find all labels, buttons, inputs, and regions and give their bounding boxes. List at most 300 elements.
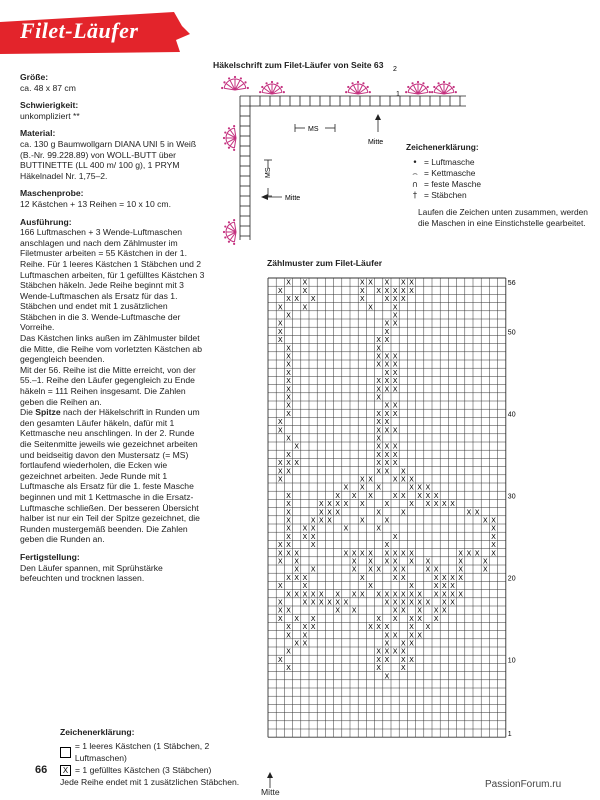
filled-cell-mark: X (302, 532, 308, 541)
execution-text-4 (20, 407, 206, 545)
filled-cell-mark: X (384, 295, 390, 304)
filled-cell-mark: X (392, 368, 398, 377)
filled-cell-mark: X (400, 295, 406, 304)
filled-cell-mark: X (286, 508, 291, 517)
filled-cell-mark: X (368, 303, 373, 312)
filled-cell-mark: X (294, 639, 300, 648)
row-number-label: 50 (507, 329, 516, 337)
row-number-label: 56 (507, 280, 516, 288)
filled-cell-mark: X (368, 278, 373, 287)
filled-cell-mark: X (384, 409, 390, 418)
round-1-label: 1 (396, 91, 400, 98)
filled-cell-mark: X (286, 631, 291, 640)
filled-cell-mark: X (277, 541, 283, 550)
filled-cell-mark: X (417, 590, 423, 599)
filled-cell-mark: X (384, 442, 390, 451)
slip-stitch-icon: ⌢ (412, 168, 418, 178)
mitte-label-side: Mitte (285, 195, 301, 202)
filled-cell-mark: X (384, 327, 390, 336)
watermark: PassionForum.ru (485, 779, 562, 790)
filled-cell-mark: X (376, 286, 382, 295)
filled-cell-mark: X (392, 352, 398, 361)
symbol-single (406, 179, 591, 190)
filled-cell-mark: X (384, 623, 390, 632)
filled-cell-mark: X (376, 459, 382, 468)
filled-cell-mark: X (286, 491, 291, 500)
filled-cell-mark: X (286, 450, 291, 459)
filled-cell-mark: X (441, 582, 447, 591)
filled-cell-mark: X (384, 541, 390, 550)
gauge-heading: Maschenprobe: (20, 188, 84, 199)
filled-cell-mark: X (417, 491, 423, 500)
filled-cell-mark: X (384, 467, 390, 476)
row-number-label: 10 (507, 657, 516, 665)
filled-cell-mark: X (441, 598, 447, 607)
filled-cell-mark: X (286, 368, 291, 377)
filled-cell-mark: X (302, 631, 308, 640)
symbol-slip (406, 168, 591, 179)
filled-cell-mark: X (450, 582, 455, 591)
filled-cell-mark: X (441, 500, 447, 509)
filled-cell-mark: X (417, 483, 423, 492)
filled-cell-mark: X (392, 311, 398, 320)
filled-cell-mark: X (384, 377, 390, 386)
filled-cell-mark: X (376, 483, 382, 492)
filled-cell-mark: X (400, 573, 406, 582)
filled-cell-mark: X (458, 549, 464, 558)
filled-cell-mark: X (351, 491, 357, 500)
filled-cell-mark: X (384, 639, 390, 648)
filled-cell-mark: X (376, 344, 382, 353)
filled-cell-mark: X (318, 598, 324, 607)
filled-cell-mark: X (392, 426, 398, 435)
filled-cell-mark: X (384, 336, 390, 345)
filled-cell-mark: X (294, 549, 300, 558)
filled-cell-mark: X (376, 426, 382, 435)
filled-cell-mark: X (409, 286, 414, 295)
filled-cell-mark: X (277, 475, 283, 484)
filled-cell-mark: X (425, 623, 431, 632)
filled-cell-mark: X (327, 500, 332, 509)
filled-cell-mark: X (286, 532, 291, 541)
filled-cell-mark: X (384, 450, 390, 459)
filled-cell-mark: X (359, 286, 365, 295)
filled-cell-mark: X (384, 647, 390, 656)
filled-cell-mark: X (368, 565, 373, 574)
filled-cell-mark: X (286, 606, 291, 615)
filled-cell-mark: X (376, 352, 382, 361)
filled-cell-mark: X (376, 590, 382, 599)
size-heading: Größe: (20, 72, 49, 82)
filled-cell-mark: X (277, 614, 283, 623)
filled-cell-mark: X (318, 590, 324, 599)
filled-cell-mark: X (433, 573, 439, 582)
execution-text-3: Mit der 56. Reihe ist die Mitte erreicht, von der 55.–1. Reihe den Läufer gegengleich zu Ende häkeln = 111 Reihen insgesamt. Die Zahlen geben die Reihen an. (20, 364, 196, 407)
filled-cell-mark: X (400, 467, 406, 476)
filled-cell-mark: X (302, 278, 308, 287)
gauge-text: 12 Kästchen + 13 Reihen = 10 x 10 cm. (20, 198, 171, 209)
filled-cell-mark: X (392, 549, 398, 558)
filled-cell-mark: X (400, 508, 406, 517)
filled-cell-mark: X (417, 614, 423, 623)
filled-cell-mark: X (286, 467, 291, 476)
chart-caption: Zählmuster zum Filet-Läufer (267, 258, 383, 268)
symbol-double (406, 190, 591, 201)
filled-cell-mark: X (277, 426, 283, 435)
filled-cell-mark: X (351, 549, 357, 558)
mitte-label-top: Mitte (368, 139, 384, 146)
filled-cell-mark: X (409, 549, 414, 558)
filled-cell-mark: X (376, 393, 382, 402)
filled-cell-mark: X (368, 491, 373, 500)
filled-cell-mark: X (409, 598, 414, 607)
filled-cell-mark: X (310, 565, 316, 574)
filled-cell-mark: X (302, 639, 308, 648)
filled-cell-mark: X (335, 606, 341, 615)
symbol-legend-heading: Zeichenerklärung: (406, 142, 479, 152)
filled-cell-mark: X (277, 303, 283, 312)
filled-cell-mark: X (392, 450, 398, 459)
filled-cell-mark: X (286, 549, 291, 558)
filled-cell-mark: X (392, 598, 398, 607)
filled-cell-mark: X (409, 500, 414, 509)
filled-cell-mark: X (286, 500, 291, 509)
filled-cell-mark: X (433, 606, 439, 615)
filled-cell-mark: X (286, 623, 291, 632)
filled-cell-mark: X (433, 491, 439, 500)
mitte-arrow-icon (265, 772, 275, 788)
filled-cell-mark: X (384, 401, 390, 410)
filled-cell-mark: X (425, 598, 431, 607)
filled-cell-mark: X (294, 295, 300, 304)
filled-cell-mark: X (392, 590, 398, 599)
filled-cell-mark: X (277, 327, 283, 336)
filled-cell-mark: X (400, 475, 406, 484)
filled-cell-mark: X (384, 360, 390, 369)
filled-cell-mark: X (384, 459, 390, 468)
single-crochet-icon: ∩ (411, 179, 419, 189)
filled-cell-mark: X (318, 500, 324, 509)
filled-cell-mark: X (286, 360, 291, 369)
filled-cell-mark: X (458, 573, 464, 582)
filled-cell-mark: X (392, 303, 398, 312)
slip-stitch-label: = Kettmasche (424, 168, 476, 178)
filled-cell-mark: X (450, 590, 455, 599)
filled-cell-mark: X (286, 524, 291, 533)
filled-cell-mark: X (392, 491, 398, 500)
filled-cell-mark: X (384, 418, 390, 427)
filled-cell-mark: X (409, 483, 414, 492)
filled-cell-mark: X (343, 483, 349, 492)
row-number-label: 30 (507, 493, 516, 501)
filled-cell-mark: X (277, 286, 283, 295)
filled-cell-mark: X (433, 590, 439, 599)
filled-cell-mark: X (302, 590, 308, 599)
filled-cell-mark: X (286, 385, 291, 394)
filled-cell-mark: X (327, 598, 332, 607)
filled-cell-mark: X (310, 598, 316, 607)
execution-heading: Ausführung: (20, 216, 72, 227)
filled-cell-mark: X (286, 393, 291, 402)
filled-cell-mark: X (409, 475, 414, 484)
filled-cell-mark: X (376, 647, 382, 656)
filled-cell-mark: X (368, 623, 373, 632)
filled-cell-mark: X (433, 582, 439, 591)
filled-cell-mark: X (384, 426, 390, 435)
filled-cell-mark: X (310, 532, 316, 541)
filled-cell-mark: X (400, 639, 406, 648)
filled-cell-mark: X (343, 598, 349, 607)
filled-cell-mark: X (302, 582, 308, 591)
filled-cell-mark: X (392, 606, 398, 615)
filled-cell-mark: X (359, 516, 365, 525)
filled-cell-mark: X (327, 508, 332, 517)
filled-cell-mark: X (302, 524, 308, 533)
filled-cell-mark: X (277, 557, 283, 566)
crochet-caption: Häkelschrift zum Filet-Läufer von Seite 63 (213, 60, 384, 70)
filled-cell-mark: X (277, 655, 283, 664)
filled-cell-mark: X (335, 500, 341, 509)
filled-cell-mark: X (343, 524, 349, 533)
filled-cell-mark: X (392, 573, 398, 582)
filled-cell-mark: X (359, 590, 365, 599)
filled-cell-mark: X (286, 377, 291, 386)
filled-cell-mark: X (400, 655, 406, 664)
filled-cell-mark: X (482, 557, 488, 566)
filled-cell-mark: X (425, 483, 431, 492)
filled-cell-mark: X (335, 508, 341, 517)
filled-cell-mark: X (310, 295, 316, 304)
filled-cell-mark: X (384, 631, 390, 640)
filled-cell-mark: X (482, 516, 488, 525)
filled-cell-mark: X (392, 631, 398, 640)
filled-cell-mark: X (376, 336, 382, 345)
execution-text-1: 166 Luftmaschen + 3 Wende-Luftmaschen anschlagen und nach dem Zählmuster im Filetmuster arbeiten = 55 Kästchen in der 1. Reihe. Für 1 leeres Kästchen 1 Stäbchen und 2 Luftmaschen arbeiten, für 1 gefülltes Kästchen 3 Stäbchen häkeln. Jede Reihe beginnt mit 3 Wende-Luftmaschen als Ersatz für das 1. Stäbchen und endet mit 1 zusätzlichen Stäbchen in die 3. Wende-Luftmasche der Vorreihe. (20, 227, 205, 333)
filled-cell-mark: X (441, 590, 447, 599)
filled-cell-mark: X (277, 549, 283, 558)
filled-cell-mark: X (409, 278, 414, 287)
ms-label-side: MS (265, 167, 272, 178)
filled-cell-mark: X (409, 623, 414, 632)
filled-cell-mark: X (384, 368, 390, 377)
filled-cell-mark: X (286, 295, 291, 304)
filled-cell-mark: X (417, 606, 423, 615)
filled-cell-mark: X (376, 385, 382, 394)
filled-cell-mark: X (409, 590, 414, 599)
filled-cell-mark: X (466, 508, 472, 517)
filled-cell-mark: X (286, 541, 291, 550)
filled-cell-mark: X (409, 639, 414, 648)
filled-cell-mark: X (458, 565, 464, 574)
ms-label-top: MS (308, 126, 319, 133)
filled-cell-mark: X (400, 647, 406, 656)
filled-cell-mark: X (400, 664, 406, 673)
filled-cell-mark: X (400, 598, 406, 607)
filled-cell-mark: X (286, 409, 291, 418)
filled-cell-mark: X (294, 565, 300, 574)
filled-cell-mark: X (302, 303, 308, 312)
page-number: 66 (35, 764, 48, 776)
exec4-rest: nach der Häkelschrift in Runden um den gesamten Läufer häkeln, dafür mit 1 Kettmasche neu anschlingen. In der 2. Runde die Seitenmitte jeweils wie gezeichnet arbeiten und beidseitig davon den Mustersatz (= MS) fortlaufend wiederholen, die Ecken wie gezeichnet arbeiten. Jede Runde mit 1 Luftmasche als Ersatz für die 1. feste Masche beginnen und mit 1 Kettmasche in die Ersatz-Luftmasche schließen. Der besseren Übersicht halber ist nur ein Teil der Spitze gezeichnet, die Runden mustergemäß beenden. Die Zahlen geben die Runden an. (20, 407, 200, 545)
filled-cell-mark: X (384, 352, 390, 361)
filled-cell-mark: X (384, 549, 390, 558)
filled-cell-mark: X (376, 524, 382, 533)
filled-cell-mark: X (400, 286, 406, 295)
filled-cell-mark: X (351, 606, 357, 615)
filled-cell-mark: X (392, 377, 398, 386)
legend-note: Jede Reihe endet mit 1 zusätzlichen Stäbchen. (60, 777, 240, 787)
filled-cell-mark: X (277, 336, 283, 345)
filled-cell-mark: X (392, 319, 398, 328)
filled-cell-mark: X (343, 500, 349, 509)
exec4-lead: Die (20, 407, 36, 418)
filled-cell-mark: X (400, 549, 406, 558)
filled-cell-mark: X (384, 590, 390, 599)
filled-cell-mark: X (433, 565, 439, 574)
filled-cell-mark: X (392, 385, 398, 394)
filled-cell-mark: X (277, 598, 283, 607)
filled-cell-mark: X (392, 614, 398, 623)
filled-cell-mark: X (433, 500, 439, 509)
filled-cell-mark: X (491, 516, 496, 525)
filled-cell-mark: X (392, 475, 398, 484)
filled-cell-mark: X (400, 278, 406, 287)
filled-cell-mark: X (376, 418, 382, 427)
filled-cell-mark: X (286, 459, 291, 468)
row-number-label: 40 (507, 411, 516, 419)
size-text: ca. 48 x 87 cm (20, 82, 76, 93)
chart-mitte-label: Mitte (261, 787, 280, 797)
filled-cell-mark: X (376, 377, 382, 386)
difficulty-heading: Schwierigkeit: (20, 100, 79, 111)
double-crochet-icon: † (412, 190, 418, 200)
filled-cell-mark: X (376, 467, 382, 476)
material-heading: Material: (20, 128, 56, 139)
filled-cell-mark: X (491, 532, 496, 541)
chain-stitch-icon: • (412, 157, 418, 167)
finishing-text: Den Läufer spannen, mit Sprühstärke befeuchten und trocknen lassen. (20, 562, 163, 584)
filled-cell-mark: X (392, 409, 398, 418)
filled-cell-mark: X (474, 508, 480, 517)
symbol-note: Laufen die Zeichen unten zusammen, werden die Maschen in eine Einstichstelle gearbeitet. (418, 207, 588, 228)
filled-cell-mark: X (425, 557, 431, 566)
filled-cell-mark: X (286, 573, 291, 582)
filled-cell-mark: X (294, 557, 300, 566)
filled-cell-mark: X (400, 565, 406, 574)
filled-cell-mark: X (425, 565, 431, 574)
filled-cell-mark: X (376, 409, 382, 418)
filled-cell-mark: X (392, 295, 398, 304)
filled-cell-mark: X (294, 573, 300, 582)
filled-cell-mark: X (359, 278, 365, 287)
filled-cell-mark: X (384, 319, 390, 328)
row-number-label: 1 (507, 731, 512, 739)
filled-cell-mark: X (277, 459, 283, 468)
filled-cell-mark: X (310, 524, 316, 533)
filled-cell-mark: X (384, 598, 390, 607)
filled-cell-mark: X (277, 467, 283, 476)
filled-cell-mark: X (376, 614, 382, 623)
filled-cell-mark: X (368, 582, 373, 591)
filled-cell-mark: X (392, 360, 398, 369)
symbol-chain (406, 157, 591, 168)
filled-cell-mark: X (286, 434, 291, 443)
filled-cell-mark: X (450, 573, 455, 582)
filled-cell-mark: X (286, 664, 291, 673)
chart-legend-heading: Zeichenerklärung: (60, 727, 135, 737)
filled-cell-mark: X (294, 459, 300, 468)
filled-cell-mark: X (450, 500, 455, 509)
chain-stitch-label: = Luftmasche (424, 157, 475, 167)
filled-cell-mark: X (491, 549, 496, 558)
filled-cell-mark: X (376, 623, 382, 632)
filled-cell-mark: X (359, 475, 365, 484)
filled-cell-mark: X (392, 401, 398, 410)
filled-cell-mark: X (392, 459, 398, 468)
legend-empty-label: = 1 leeres Kästchen (1 Stäbchen, 2 Luftmaschen) (74, 741, 210, 763)
filled-cell-mark: X (359, 549, 365, 558)
filled-cell-mark: X (310, 516, 316, 525)
filled-cell-mark: X (359, 295, 365, 304)
filled-cell-mark: X (384, 655, 390, 664)
filled-cell-mark: X (409, 614, 414, 623)
filled-cell-mark: X (384, 278, 390, 287)
filled-cell-mark: X (376, 360, 382, 369)
filled-cell-mark: X (277, 606, 283, 615)
filled-cell-mark: X (384, 557, 390, 566)
symbol-legend (406, 142, 591, 229)
filled-cell-mark: X (310, 541, 316, 550)
filled-cell-mark: X (384, 385, 390, 394)
filled-cell-mark: X (286, 278, 291, 287)
double-crochet-label: = Stäbchen (424, 190, 467, 200)
filled-cell-mark: X (359, 500, 365, 509)
filled-cell-mark: X (376, 450, 382, 459)
filled-cell-mark: X (425, 500, 431, 509)
filled-cell-mark: X (286, 311, 291, 320)
filled-cell-mark: X (302, 623, 308, 632)
execution-text-2: Das Kästchen links außen im Zählmuster bildet die Mitte, die Reihe vom vorletzten Kästchen ab gegengleich beenden. (20, 333, 202, 365)
filled-cell-mark: X (368, 549, 373, 558)
filled-cell-mark: X (286, 352, 291, 361)
filled-cell-mark: X (376, 508, 382, 517)
filled-cell-mark: X (368, 475, 373, 484)
filled-cell-mark: X (351, 557, 357, 566)
filled-cell-mark: X (294, 442, 300, 451)
filled-cell-mark: X (286, 647, 291, 656)
filled-cell-mark: X (400, 491, 406, 500)
filled-cell-mark: X (318, 516, 324, 525)
filled-cell-mark: X (335, 590, 341, 599)
filled-cell-mark: X (294, 614, 300, 623)
filled-cell-mark: X (310, 614, 316, 623)
filled-cell-mark: X (294, 590, 300, 599)
filled-cell-mark: X (286, 344, 291, 353)
legend-empty (60, 740, 260, 764)
filled-cell-mark: X (392, 557, 398, 566)
filled-cell-mark: X (310, 590, 316, 599)
filled-cell-mark: X (384, 500, 390, 509)
page-title: Filet-Läufer (20, 18, 139, 43)
empty-box-icon (60, 747, 71, 758)
filled-cell-mark: X (351, 590, 357, 599)
filled-cell-mark: X (327, 516, 332, 525)
filled-cell-mark: X (392, 647, 398, 656)
filled-cell-mark: X (376, 442, 382, 451)
filled-cell-mark: X (392, 286, 398, 295)
filled-cell-mark: X (384, 672, 390, 681)
filled-cell-mark: X (450, 598, 455, 607)
